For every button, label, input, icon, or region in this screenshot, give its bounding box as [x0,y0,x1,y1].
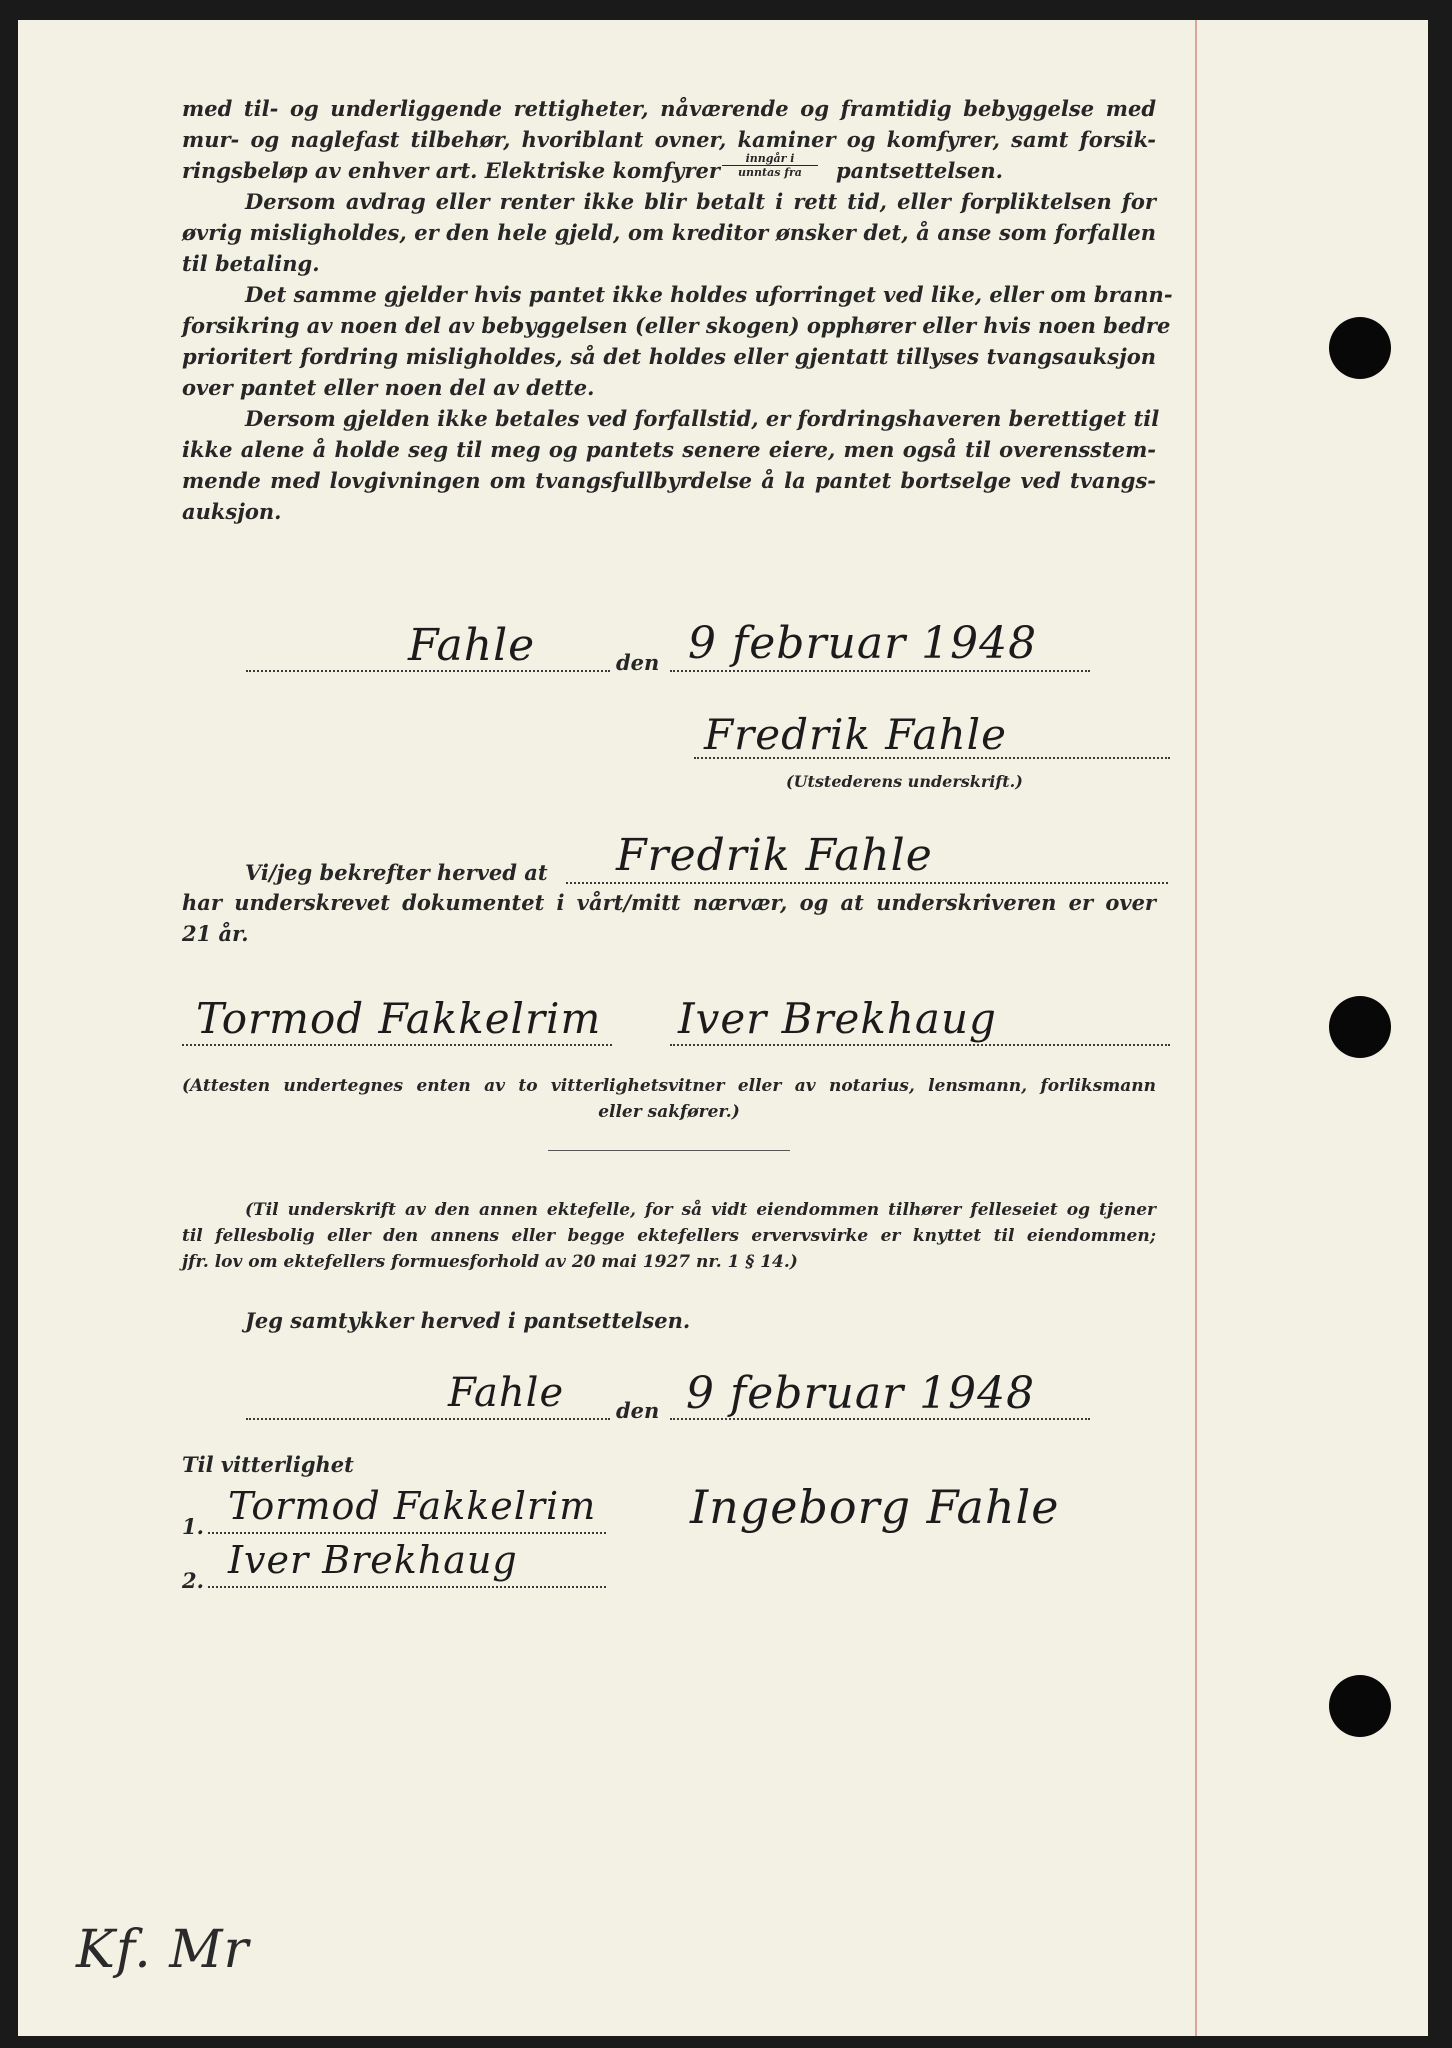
para2-line2: øvrig misligholdes, er den hele gjeld, om kreditor ønsker det, å anse som forfallen [182,220,1156,245]
confirm-line2: har underskrevet dokumentet i vårt/mitt nærvær, og at underskriveren er over [182,890,1156,915]
confirm-name-handwriting: Fredrik Fahle [616,830,933,881]
spouse-note-line2: til fellesbolig eller den annens eller begge ektefellers ervervsvirke er knyttet til eiendommen; [182,1226,1156,1246]
witness-block-line-2 [208,1586,606,1588]
komfyr-fraction [722,152,818,179]
spouse-note-line3: jfr. lov om ektefellers formuesforhold av 20 mai 1927 nr. 1 § 14.) [182,1252,798,1272]
witness-number-2: 2. [182,1568,204,1593]
document-page [18,20,1428,2036]
fraction-bottom: unntas fra [722,165,818,179]
para1-line3-pre: ringsbeløp av enhver art. Elektriske komfyrer [182,158,720,183]
date-dotted-line-1 [670,670,1090,672]
witness-heading: Til vitterlighet [182,1452,354,1477]
punch-hole-middle [1329,996,1391,1058]
confirm-line3: 21 år. [182,921,249,946]
den-label-1: den [616,650,660,675]
date-handwriting-1: 9 februar 1948 [688,618,1038,669]
confirm-text: Vi/jeg bekrefter herved at [245,860,548,885]
punch-hole-top [1329,317,1391,379]
para3-line2: forsikring av noen del av bebyggelsen (eller skogen) opphører eller hvis noen bedre [182,313,1171,338]
issuer-signature: Fredrik Fahle [704,710,1007,759]
punch-hole-bottom [1329,1675,1391,1737]
para4-line3: mende med lovgivningen om tvangsfullbyrdelse å la pantet bortselge ved tvangs- [182,468,1156,493]
attest-note-line2: eller sakfører.) [598,1102,740,1122]
place-handwriting-1: Fahle [408,620,536,671]
confirm-dotted-line [566,882,1168,884]
para3-line1: Det samme gjelder hvis pantet ikke holdes uforringet ved like, eller om brann- [245,282,1173,307]
para2-line1: Dersom avdrag eller renter ikke blir betalt i rett tid, eller forpliktelsen for [245,189,1156,214]
para4-line1: Dersom gjelden ikke betales ved forfallstid, er fordringshaveren berettiget til [245,406,1160,431]
witness1-signature: Tormod Fakkelrim [196,994,602,1043]
margin-rule [1195,20,1197,2036]
place-dotted-line-2 [246,1418,610,1420]
witness-block-line-1 [208,1532,606,1534]
para1-line1: med til- og underliggende rettigheter, nåværende og framtidig bebyggelse med [182,96,1156,121]
issuer-caption: (Utstederens underskrift.) [786,772,1023,791]
attest-note-line1: (Attesten undertegnes enten av to vitterlighetsvitner eller av notarius, lensmann, forliksmann [182,1076,1156,1096]
spouse-note-line1: (Til underskrift av den annen ektefelle, for så vidt eiendommen tilhører felleseiet og tjener [245,1200,1156,1220]
witness-block-signature-1: Tormod Fakkelrim [228,1484,597,1528]
consent-text: Jeg samtykker herved i pantsettelsen. [245,1308,691,1333]
para4-line4: auksjon. [182,499,282,524]
para1-line2: mur- og naglefast tilbehør, hvoriblant ovner, kaminer og komfyrer, samt forsik- [182,127,1156,152]
para1-line3-post: pantsettelsen. [836,158,1003,183]
para2-line3: til betaling. [182,251,320,276]
witness2-signature: Iver Brekhaug [678,994,997,1043]
margin-note-handwriting: Kf. Mr [76,1920,250,1980]
witness1-line [182,1044,612,1046]
spouse-signature: Ingeborg Fahle [690,1480,1060,1534]
place-handwriting-2: Fahle [448,1370,565,1416]
den-label-2: den [616,1398,660,1423]
section-divider [548,1150,790,1151]
date-handwriting-2: 9 februar 1948 [686,1368,1036,1419]
para4-line2: ikke alene å holde seg til meg og pantets senere eiere, men også til overensstem- [182,437,1156,462]
witness2-line [670,1044,1170,1046]
fraction-top: inngår i [745,152,795,165]
witness-block-signature-2: Iver Brekhaug [228,1538,518,1582]
para3-line4: over pantet eller noen del av dette. [182,375,595,400]
witness-number-1: 1. [182,1514,204,1539]
para3-line3: prioritert fordring misligholdes, så det holdes eller gjentatt tillyses tvangsauksjon [182,344,1156,369]
